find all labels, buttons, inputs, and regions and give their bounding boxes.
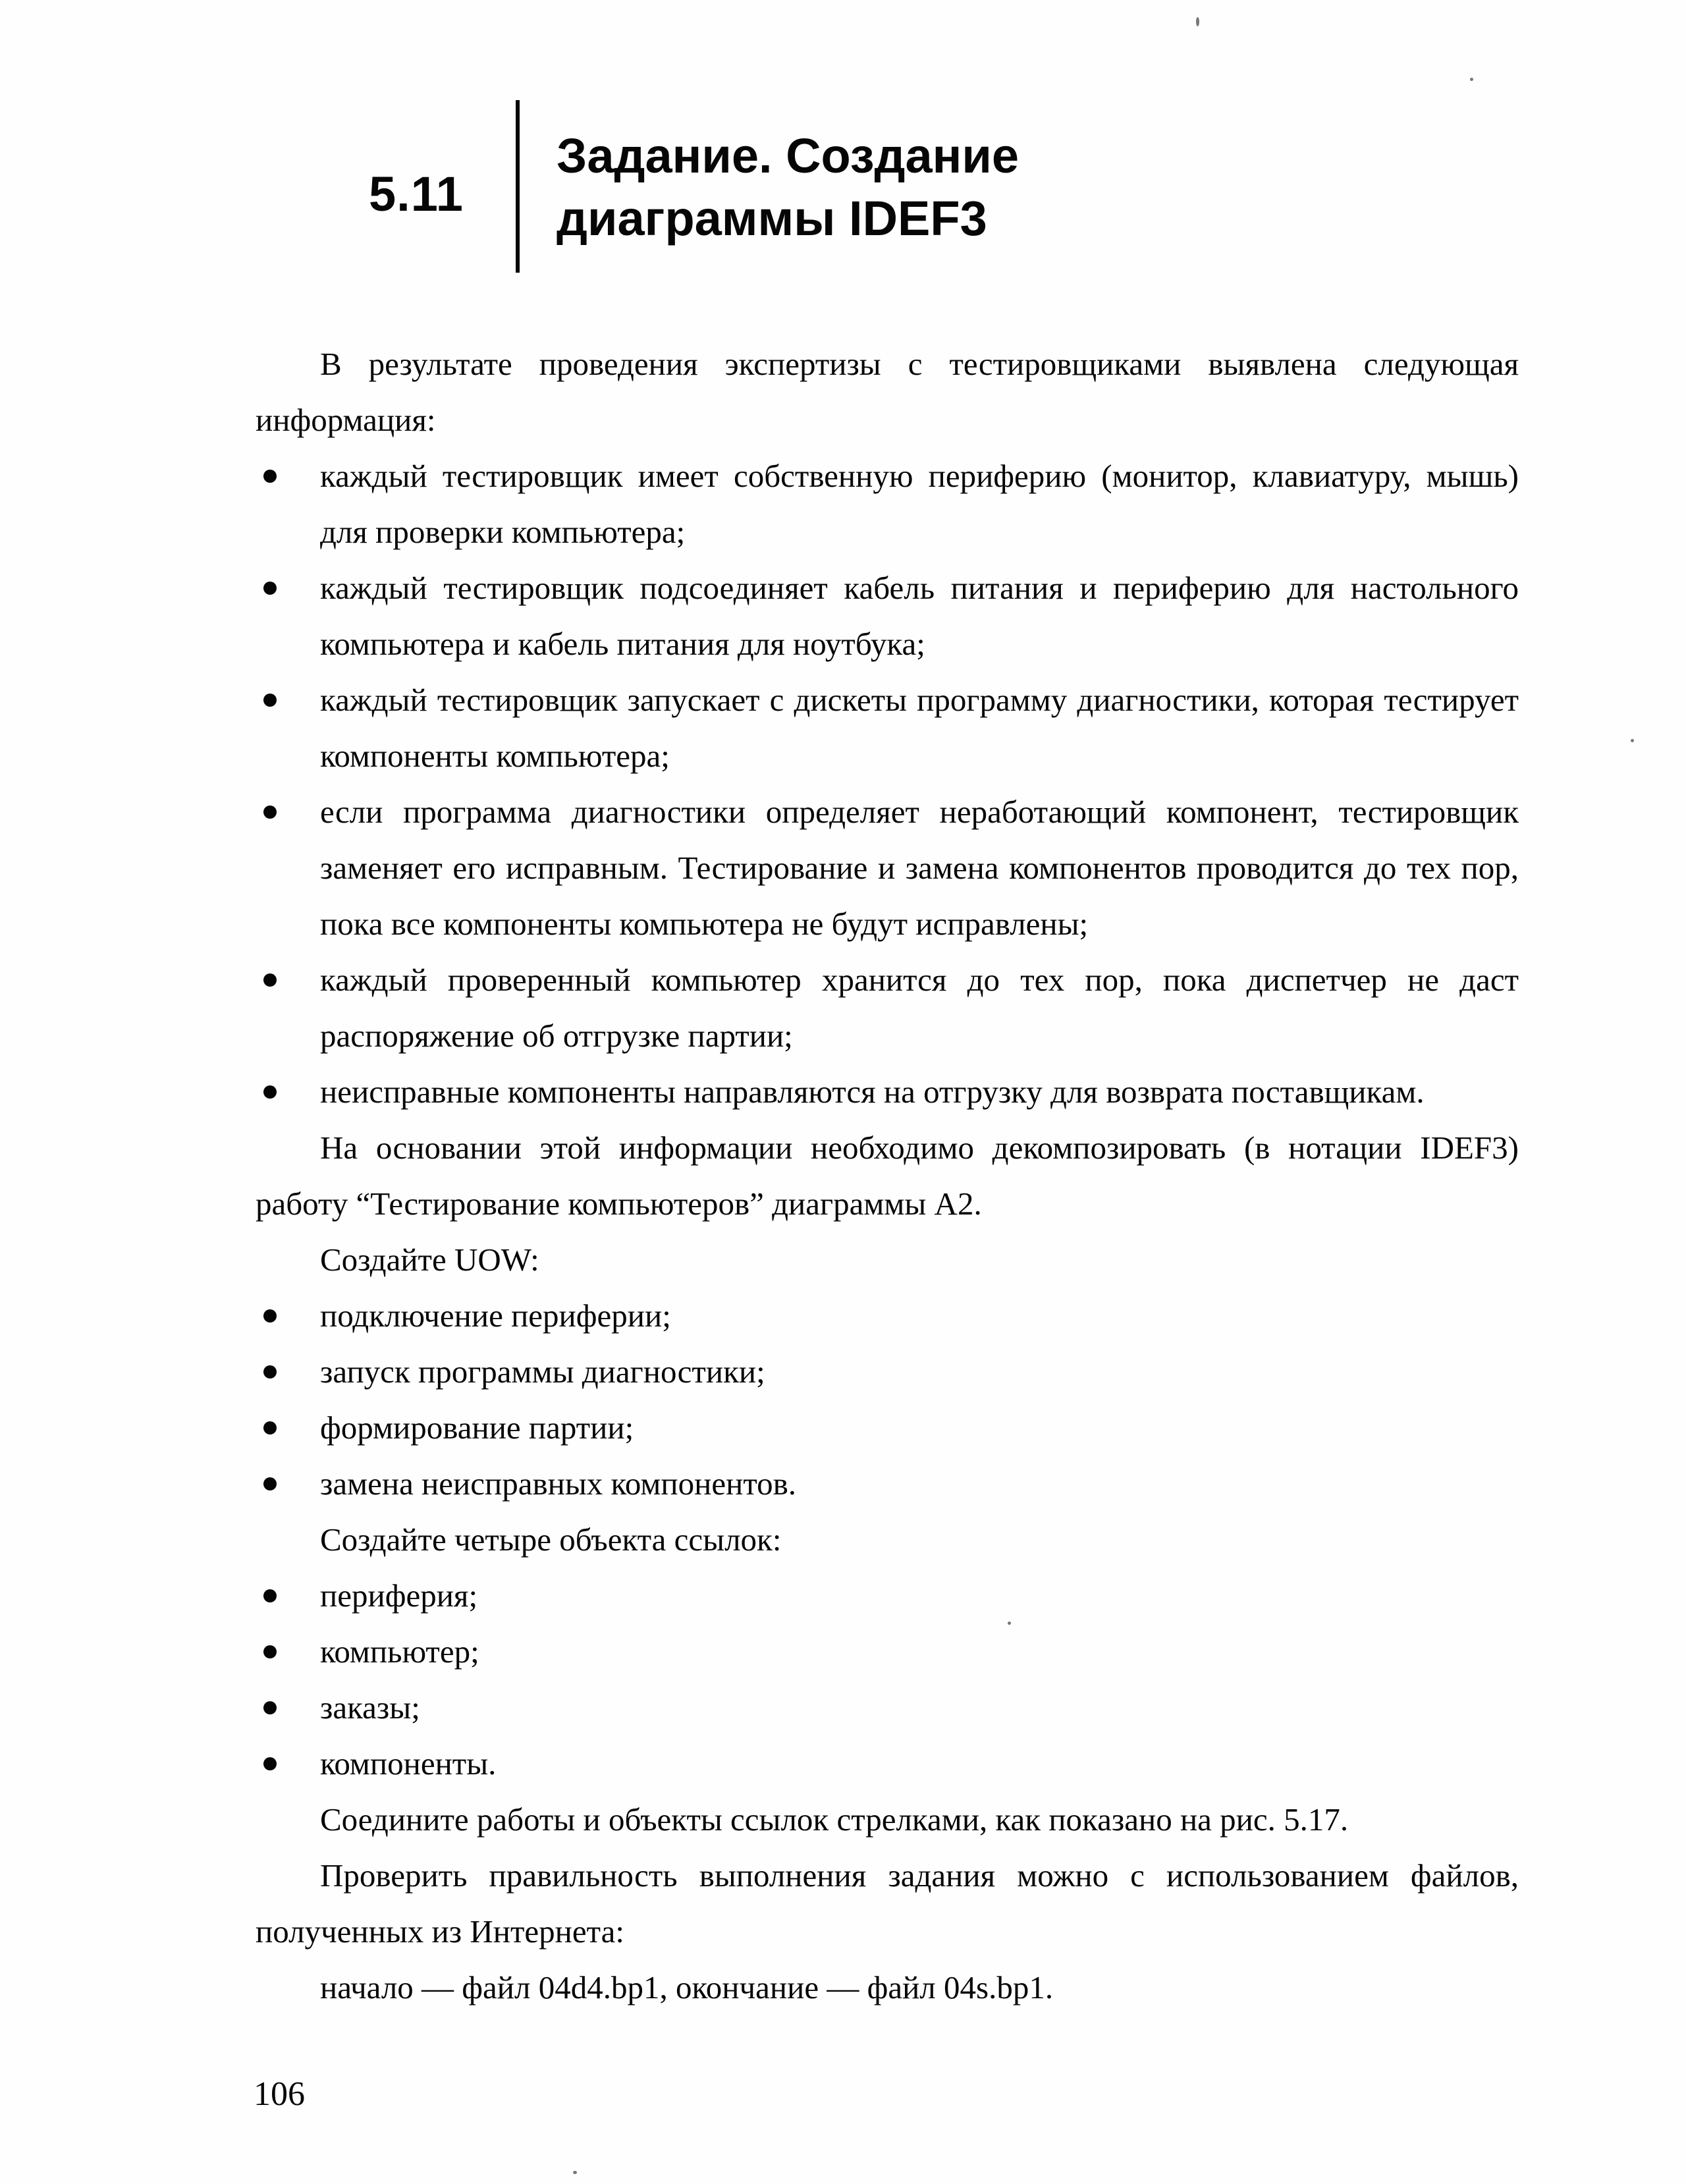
- scan-speck: [1196, 17, 1199, 26]
- header-divider: [516, 100, 520, 273]
- body-text: [256, 336, 1519, 2015]
- section-title-line-1: Задание. Создание: [557, 128, 1020, 183]
- list-item: подключение периферии;: [256, 1288, 1519, 1344]
- files-paragraph: начало — файл 04d4.bp1, окончание — файл 04s.bp1.: [320, 1969, 1054, 2006]
- scan-speck: [573, 2171, 577, 2174]
- list-item: каждый тестировщик имеет собственную периферию (монитор, клавиатуру, мышь) для проверки компьютера;: [256, 448, 1519, 560]
- decompose-paragraph: На основании этой информации необходимо декомпозировать (в нотации IDEF3) работу “Тестирование компьютеров” диаграммы А2.: [256, 1130, 1519, 1222]
- create-refs-paragraph: Создайте четыре объекта ссылок:: [320, 1521, 782, 1558]
- uow-bullet-list: [256, 1288, 1519, 1512]
- scan-speck: [1631, 739, 1634, 742]
- list-item: каждый проверенный компьютер хранится до тех пор, пока диспетчер не даст распоряжение об отгрузке партии;: [256, 952, 1519, 1064]
- list-item: формирование партии;: [256, 1400, 1519, 1456]
- section-title: [557, 124, 1019, 250]
- intro-paragraph: В результате проведения экспертизы с тестировщиками выявлена следующая информация:: [256, 346, 1519, 438]
- connect-paragraph: Соедините работы и объекты ссылок стрелками, как показано на рис. 5.17.: [320, 1801, 1349, 1838]
- section-title-line-2: диаграммы IDEF3: [557, 191, 987, 246]
- page-number: 106: [254, 2075, 305, 2113]
- list-item: компьютер;: [256, 1624, 1519, 1679]
- section-number: 5.11: [369, 167, 464, 221]
- scan-speck: [1008, 1622, 1011, 1625]
- list-item: каждый тестировщик запускает с дискеты программу диагностики, которая тестирует компоненты компьютера;: [256, 672, 1519, 784]
- list-item: замена неисправных компонентов.: [256, 1456, 1519, 1512]
- list-item: заказы;: [256, 1679, 1519, 1735]
- list-item: каждый тестировщик подсоединяет кабель питания и периферию для настольного компьютера и кабель питания для ноутбука;: [256, 560, 1519, 672]
- list-item: компоненты.: [256, 1735, 1519, 1791]
- list-item: периферия;: [256, 1568, 1519, 1624]
- list-item: запуск программы диагностики;: [256, 1344, 1519, 1400]
- scan-speck: [1470, 78, 1473, 81]
- list-item: если программа диагностики определяет неработающий компонент, тестировщик заменяет его исправным. Тестирование и замена компонентов проводится до тех пор, пока все компоненты компьютера не будут исправлены;: [256, 784, 1519, 952]
- create-uow-paragraph: Создайте UOW:: [320, 1242, 539, 1278]
- list-item: неисправные компоненты направляются на отгрузку для возврата поставщикам.: [256, 1064, 1519, 1120]
- check-paragraph: Проверить правильность выполнения задания можно с использованием файлов, полученных из Интернета:: [256, 1857, 1519, 1950]
- refs-bullet-list: [256, 1568, 1519, 1791]
- info-bullet-list: [256, 448, 1519, 1120]
